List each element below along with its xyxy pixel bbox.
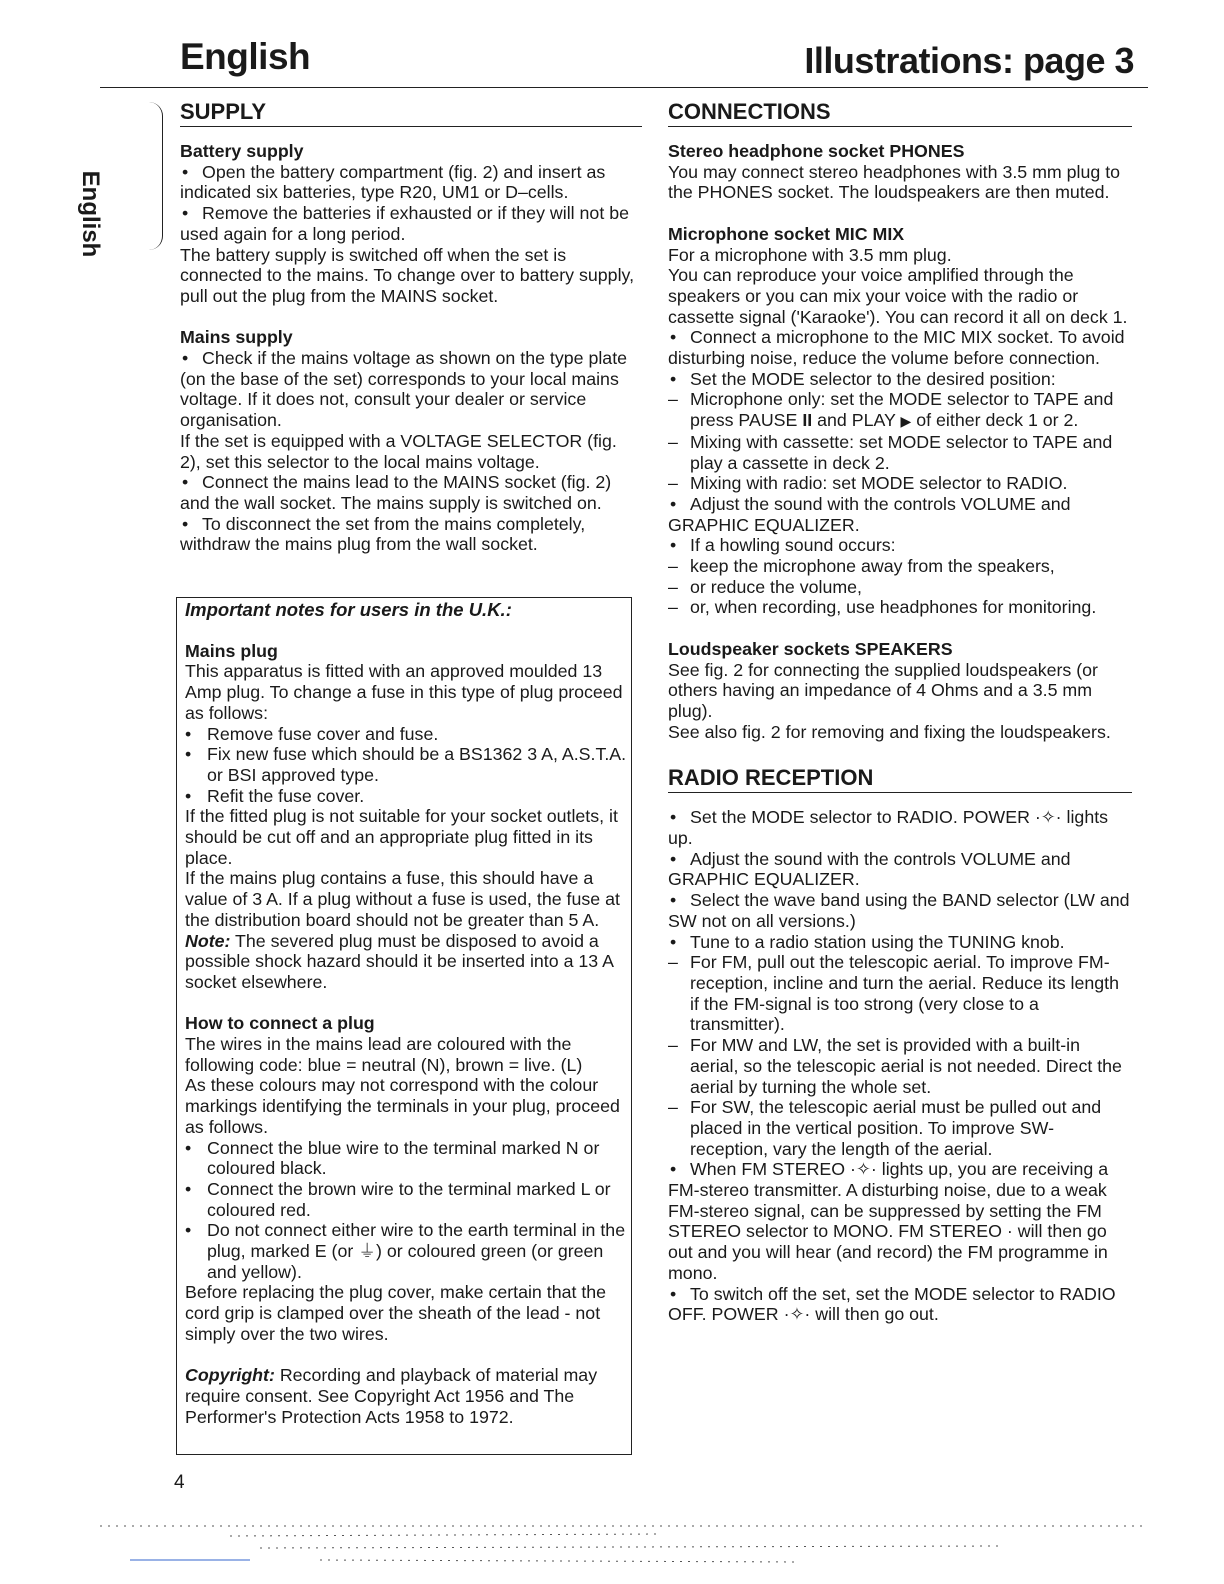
mic-dash: – Mixing with radio: set MODE selector to RADIO. [668, 473, 1132, 494]
mains-text: If the set is equipped with a VOLTAGE SELECTOR (fig. 2), set this selector to the local mains voltage. [180, 430, 617, 472]
radio-bullet: • When FM STEREO ·✧· lights up, you are receiving a FM-stereo transmitter. A disturbing noise, due to a weak FM-stereo signal, can be suppressed by setting the FM STEREO selector to MONO. FM STEREO · will then go out and you will hear (and record) the FM programme in mono. [668, 1159, 1132, 1283]
battery-text: The battery supply is switched off when the set is connected to the mains. To change over to battery supply, pull out the plug from the MAINS socket. [180, 244, 635, 306]
mains-plug-bullet: • Fix new fuse which should be a BS1362 3 A, A.S.T.A. or BSI approved type. [185, 744, 631, 785]
mains-plug-bullet: • Remove fuse cover and fuse. [185, 724, 631, 745]
connect-plug-bullet: • Do not connect either wire to the earth terminal in the plug, marked E (or ⏚) or coloured green (or green and yellow). [185, 1220, 631, 1282]
radio-title: RADIO RECEPTION [668, 764, 1132, 793]
mic-text: You can reproduce your voice amplified through the speakers or you can mix your voice with the radio or cassette signal ('Karaoke'). You can record it all on deck 1. [668, 265, 1128, 327]
left-column [180, 98, 642, 555]
phones-text: You may connect stereo headphones with 3.5 mm plug to the PHONES socket. The loudspeakers are then muted. [668, 161, 1121, 203]
header-illustrations: Illustrations: page 3 [804, 40, 1134, 81]
connect-plug-bullet: • Connect the brown wire to the terminal marked L or coloured red. [185, 1179, 631, 1220]
radio-bullet: • To switch off the set, set the MODE selector to RADIO OFF. POWER ·✧· will then go out. [668, 1284, 1132, 1325]
header-language: English [180, 36, 311, 77]
side-tab [100, 102, 163, 250]
copyright-text [185, 1365, 631, 1427]
speakers-heading: Loudspeaker sockets SPEAKERS [668, 638, 953, 659]
mains-plug-text: If the mains plug contains a fuse, this should have a value of 3 A. If a plug without a fuse is used, the fuse at the distribution board should not be greater than 5 A. [185, 868, 620, 930]
radio-bullet: • Tune to a radio station using the TUNING knob. [668, 932, 1132, 953]
mic-bullet: • Set the MODE selector to the desired position: [668, 369, 1132, 390]
connect-plug-bullet: • Connect the blue wire to the terminal marked N or coloured black. [185, 1138, 631, 1179]
radio-bullet: • Set the MODE selector to RADIO. POWER ·✧· lights up. [668, 807, 1132, 848]
note-label: Note: [185, 930, 231, 951]
connections-title: CONNECTIONS [668, 98, 1132, 127]
mains-bullet: • Check if the mains voltage as shown on the type plate (on the base of the set) corresponds to your local mains voltage. If it does not, consult your dealer or service organisation. [180, 348, 642, 431]
mic-dash: – or, when recording, use headphones for monitoring. [668, 597, 1132, 618]
radio-dash: – For SW, the telescopic aerial must be pulled out and placed in the vertical position. To improve SW-reception, vary the length of the aerial. [668, 1097, 1132, 1159]
mains-bullet: • To disconnect the set from the mains completely, withdraw the mains plug from the wall socket. [180, 514, 642, 555]
radio-bullet: • Select the wave band using the BAND selector (LW and SW not on all versions.) [668, 890, 1132, 931]
right-column [668, 98, 1132, 1325]
connect-plug-text: The wires in the mains lead are coloured with the following code: blue = neutral (N), brown = live. (L) [185, 1034, 583, 1075]
mains-plug-text: This apparatus is fitted with an approved moulded 13 Amp plug. To change a fuse in this type of plug proceed as follows: [185, 661, 623, 723]
copyright-body: Recording and playback of material may require consent. See Copyright Act 1956 and The Performer's Protection Acts 1958 to 1972. [185, 1365, 598, 1427]
play-symbol: ▶ [900, 413, 912, 430]
page-number: 4 [174, 1472, 185, 1493]
mains-plug-note [185, 931, 631, 993]
battery-bullet: • Open the battery compartment (fig. 2) and insert as indicated six batteries, type R20, UM1 or D–cells. [180, 162, 642, 203]
uk-notes-box [176, 597, 632, 1455]
mic-bullet: • If a howling sound occurs: [668, 535, 1132, 556]
mic-text: For a microphone with 3.5 mm plug. [668, 244, 952, 265]
radio-dash: – For MW and LW, the set is provided with a built-in aerial, so the telescopic aerial is not needed. Direct the aerial by turning the whole set. [668, 1035, 1132, 1097]
mains-bullet: • Connect the mains lead to the MAINS socket (fig. 2) and the wall socket. The mains supply is switched on. [180, 472, 642, 513]
header-rule [100, 87, 1148, 88]
battery-bullet: • Remove the batteries if exhausted or if they will not be used again for a long period. [180, 203, 642, 244]
connect-plug-text: Before replacing the plug cover, make certain that the cord grip is clamped over the sheath of the lead - not simply over the two wires. [185, 1282, 607, 1344]
mains-plug-bullet: • Refit the fuse cover. [185, 786, 631, 807]
mic-dash: – keep the microphone away from the speakers, [668, 556, 1132, 577]
mains-heading: Mains supply [180, 327, 293, 348]
mains-plug-text: If the fitted plug is not suitable for your socket outlets, it should be cut off and an appropriate plug fitted in its place. [185, 806, 618, 868]
mic-bullet: • Connect a microphone to the MIC MIX socket. To avoid disturbing noise, reduce the volume before connection. [668, 327, 1132, 368]
speakers-text: See fig. 2 for connecting the supplied loudspeakers (or others having an impedance of 4 Ohms and a 3.5 mm plug). [668, 659, 1098, 721]
uk-notes-title: Important notes for users in the U.K.: [185, 599, 512, 620]
mains-plug-heading: Mains plug [185, 640, 278, 661]
phones-heading: Stereo headphone socket PHONES [668, 141, 965, 161]
connect-plug-heading: How to connect a plug [185, 1013, 375, 1034]
battery-heading: Battery supply [180, 141, 304, 161]
mic-dash: – Mixing with cassette: set MODE selector to TAPE and play a cassette in deck 2. [668, 432, 1132, 473]
mic-bullet: • Adjust the sound with the controls VOLUME and GRAPHIC EQUALIZER. [668, 494, 1132, 535]
speakers-text: See also fig. 2 for removing and fixing the loudspeakers. [668, 721, 1111, 742]
mic-dash: – or reduce the volume, [668, 577, 1132, 598]
connect-plug-text: As these colours may not correspond with the colour markings identifying the terminals in your plug, proceed as follows. [185, 1075, 620, 1137]
radio-bullet: • Adjust the sound with the controls VOLUME and GRAPHIC EQUALIZER. [668, 849, 1132, 890]
pause-symbol: II [802, 410, 813, 431]
copyright-label: Copyright: [185, 1365, 275, 1386]
mic-dash: – Microphone only: set the MODE selector to TAPE and press PAUSE II and PLAY ▶ of either deck 1 or 2. [668, 389, 1132, 431]
scan-noise-footer [100, 1522, 1148, 1572]
radio-dash: – For FM, pull out the telescopic aerial. To improve FM-reception, incline and turn the aerial. Reduce its length if the FM-signal is too strong (very close to a transmitter). [668, 952, 1132, 1035]
mic-heading: Microphone socket MIC MIX [668, 223, 905, 244]
note-text: The severed plug must be disposed to avoid a possible shock hazard should it be inserted into a 13 A socket elsewhere. [185, 930, 614, 992]
side-tab-label: English [77, 170, 104, 258]
supply-title: SUPPLY [180, 98, 642, 127]
